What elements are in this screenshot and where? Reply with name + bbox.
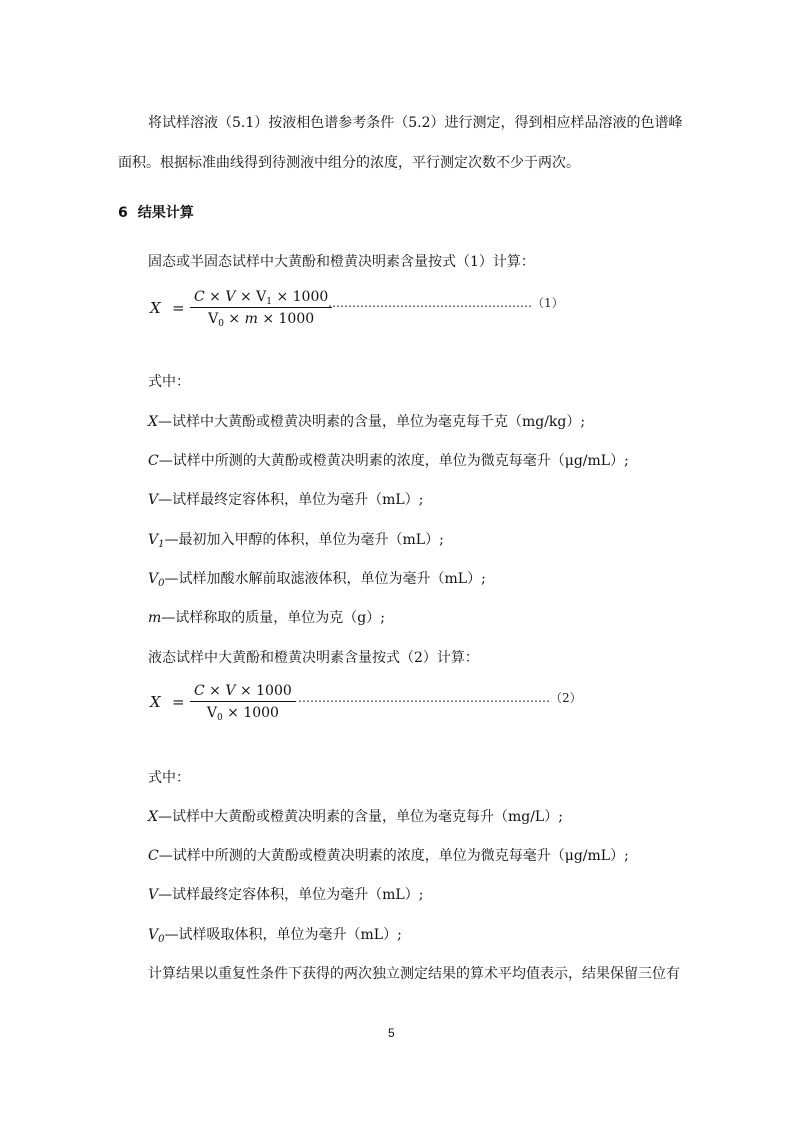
formula-equals: =	[172, 299, 185, 317]
formula-leader: ………………………………………………………（2）	[298, 691, 582, 705]
variable-definition: V—试样最终定容体积，单位为毫升（mL）;	[148, 492, 424, 508]
formula-leader: ……………………………………………（1）	[328, 296, 564, 310]
paragraph-line: 将试样溶液（5.1）按液相色谱参考条件（5.2）进行测定，得到相应样品溶液的色谱峰	[148, 115, 683, 131]
formula-intro: 固态或半固态试样中大黄酚和橙黄决明素含量按式（1）计算：	[148, 254, 535, 270]
page-number: 5	[388, 1026, 395, 1040]
paragraph-line: 计算结果以重复性条件下获得的两次独立测定结果的算术平均值表示，结果保留三位有	[148, 966, 680, 982]
formula-fraction	[190, 681, 296, 722]
variable-definition: V—试样最终定容体积，单位为毫升（mL）;	[148, 887, 424, 903]
formula-lhs: X	[150, 299, 161, 317]
section-title: 结果计算	[137, 205, 194, 221]
variable-definition: X—试样中大黄酚或橙黄决明素的含量，单位为毫克每升（mg/L）;	[148, 809, 563, 825]
variable-definition: X—试样中大黄酚或橙黄决明素的含量，单位为毫克每千克（mg/kg）;	[148, 414, 586, 430]
where-label: 式中：	[148, 770, 190, 786]
variable-definition: $V_0—$试样加酸水解前取滤液体积，单位为毫升（mL）;	[148, 571, 486, 589]
formula-denominator: $V_0 \times 1000$	[206, 705, 279, 723]
formula-numerator: $C \times V \times V_1 \times 1000$	[194, 289, 329, 307]
formula-number: （1）	[532, 296, 564, 310]
variable-definition: $V_1—$最初加入甲醇的体积，单位为毫升（mL）;	[148, 532, 444, 550]
formula-intro: 液态试样中大黄酚和橙黄决明素含量按式（2）计算：	[148, 650, 479, 666]
variable-definition: m—试样称取的质量，单位为克（g）;	[148, 610, 385, 626]
section-number: 6	[118, 205, 128, 221]
where-label: 式中：	[148, 374, 190, 390]
formula-numerator: C × V × 1000	[194, 683, 292, 699]
variable-definition: C—试样中所测的大黄酚或橙黄决明素的浓度，单位为微克每毫升（μg/mL）;	[148, 848, 629, 864]
formula-fraction	[190, 287, 332, 328]
formula-number: （2）	[550, 691, 582, 705]
variable-definition: $V_0—$试样吸取体积，单位为毫升（mL）;	[148, 927, 402, 945]
formula-lhs: X	[150, 693, 161, 711]
section-heading	[118, 203, 194, 223]
formula-denominator: $V_0 \times m \times 1000$	[208, 311, 315, 329]
formula-equals: =	[172, 693, 185, 711]
variable-definition: C—试样中所测的大黄酚或橙黄决明素的浓度，单位为微克每毫升（μg/mL）;	[148, 453, 629, 469]
paragraph-line: 面积。根据标准曲线得到待测液中组分的浓度，平行测定次数不少于两次。	[118, 155, 580, 171]
